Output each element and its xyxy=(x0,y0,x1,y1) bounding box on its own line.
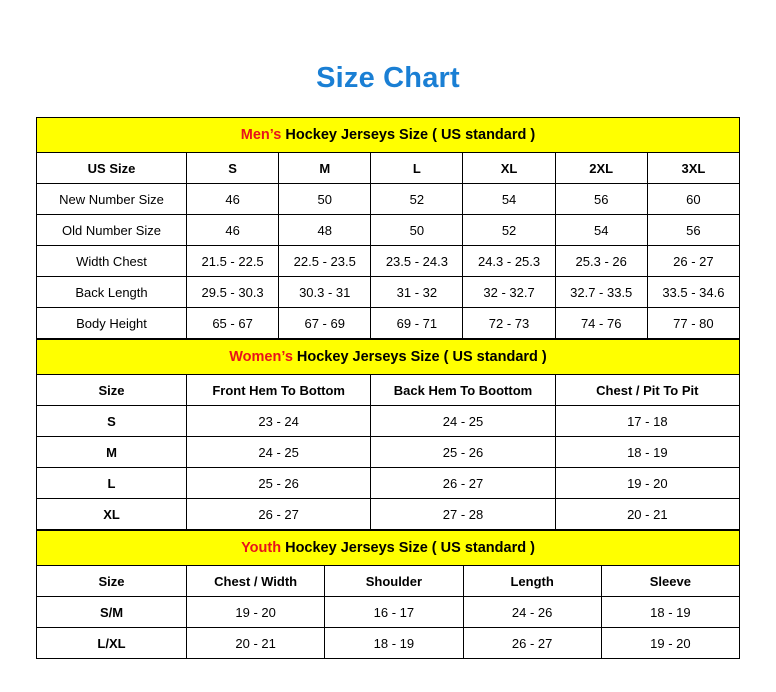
cell: 18 - 19 xyxy=(555,437,739,468)
mens-col-header: L xyxy=(371,153,463,184)
womens-header-row xyxy=(37,375,740,406)
cell: 30.3 - 31 xyxy=(279,277,371,308)
cell: 25.3 - 26 xyxy=(555,246,647,277)
womens-col-header: Chest / Pit To Pit xyxy=(555,375,739,406)
womens-col-header: Front Hem To Bottom xyxy=(187,375,371,406)
row-label: S xyxy=(37,406,187,437)
cell: 18 - 19 xyxy=(325,628,463,659)
table-row xyxy=(37,499,740,530)
youth-size-table xyxy=(36,530,740,659)
cell: 65 - 67 xyxy=(187,308,279,339)
cell: 24.3 - 25.3 xyxy=(463,246,555,277)
youth-col-header: Size xyxy=(37,566,187,597)
cell: 32 - 32.7 xyxy=(463,277,555,308)
cell: 26 - 27 xyxy=(187,499,371,530)
page-title: Size Chart xyxy=(316,62,460,94)
youth-band-rest: Hockey Jerseys Size ( US standard ) xyxy=(281,540,535,556)
cell: 72 - 73 xyxy=(463,308,555,339)
cell: 24 - 25 xyxy=(371,406,555,437)
cell: 50 xyxy=(279,184,371,215)
youth-band-label xyxy=(37,531,740,566)
cell: 20 - 21 xyxy=(555,499,739,530)
cell: 23 - 24 xyxy=(187,406,371,437)
row-label: Back Length xyxy=(37,277,187,308)
cell: 16 - 17 xyxy=(325,597,463,628)
cell: 67 - 69 xyxy=(279,308,371,339)
cell: 22.5 - 23.5 xyxy=(279,246,371,277)
table-row xyxy=(37,215,740,246)
mens-col-header: 2XL xyxy=(555,153,647,184)
youth-col-header: Chest / Width xyxy=(187,566,325,597)
cell: 26 - 27 xyxy=(463,628,601,659)
cell: 29.5 - 30.3 xyxy=(187,277,279,308)
row-label: Old Number Size xyxy=(37,215,187,246)
cell: 23.5 - 24.3 xyxy=(371,246,463,277)
cell: 56 xyxy=(555,184,647,215)
cell: 18 - 19 xyxy=(601,597,739,628)
cell: 24 - 25 xyxy=(187,437,371,468)
table-row xyxy=(37,597,740,628)
cell: 46 xyxy=(187,215,279,246)
table-row xyxy=(37,468,740,499)
table-row xyxy=(37,406,740,437)
womens-size-table xyxy=(36,339,740,530)
youth-band-accent: Youth xyxy=(241,540,282,556)
row-label: New Number Size xyxy=(37,184,187,215)
cell: 19 - 20 xyxy=(187,597,325,628)
mens-col-header: S xyxy=(187,153,279,184)
mens-band-rest: Hockey Jerseys Size ( US standard ) xyxy=(281,127,536,143)
cell: 54 xyxy=(463,184,555,215)
cell: 77 - 80 xyxy=(647,308,739,339)
table-row xyxy=(37,308,740,339)
row-label: M xyxy=(37,437,187,468)
cell: 19 - 20 xyxy=(555,468,739,499)
table-row xyxy=(37,628,740,659)
cell: 56 xyxy=(647,215,739,246)
mens-header-row xyxy=(37,153,740,184)
youth-col-header: Shoulder xyxy=(325,566,463,597)
cell: 25 - 26 xyxy=(187,468,371,499)
size-tables xyxy=(36,117,740,659)
womens-col-header: Back Hem To Boottom xyxy=(371,375,555,406)
womens-band-label xyxy=(37,340,740,375)
mens-band-accent: Men’s xyxy=(240,127,282,143)
mens-col-header: 3XL xyxy=(647,153,739,184)
mens-col-header: XL xyxy=(463,153,555,184)
row-label: Body Height xyxy=(37,308,187,339)
womens-col-header: Size xyxy=(37,375,187,406)
cell: 33.5 - 34.6 xyxy=(647,277,739,308)
mens-table-band xyxy=(37,118,740,153)
mens-size-table xyxy=(36,117,740,339)
cell: 26 - 27 xyxy=(371,468,555,499)
mens-col-header: M xyxy=(279,153,371,184)
womens-band-accent: Women’s xyxy=(229,349,293,365)
cell: 20 - 21 xyxy=(187,628,325,659)
row-label: L xyxy=(37,468,187,499)
youth-col-header: Length xyxy=(463,566,601,597)
table-row xyxy=(37,277,740,308)
youth-header-row xyxy=(37,566,740,597)
row-label: L/XL xyxy=(37,628,187,659)
cell: 52 xyxy=(463,215,555,246)
row-label: Width Chest xyxy=(37,246,187,277)
row-label: XL xyxy=(37,499,187,530)
womens-band-rest: Hockey Jerseys Size ( US standard ) xyxy=(292,349,547,365)
table-row xyxy=(37,437,740,468)
mens-band-label xyxy=(37,118,740,153)
cell: 27 - 28 xyxy=(371,499,555,530)
cell: 54 xyxy=(555,215,647,246)
cell: 60 xyxy=(647,184,739,215)
cell: 25 - 26 xyxy=(371,437,555,468)
cell: 17 - 18 xyxy=(555,406,739,437)
cell: 48 xyxy=(279,215,371,246)
table-row xyxy=(37,184,740,215)
youth-col-header: Sleeve xyxy=(601,566,739,597)
row-label: S/M xyxy=(37,597,187,628)
mens-col-header: US Size xyxy=(37,153,187,184)
cell: 50 xyxy=(371,215,463,246)
cell: 69 - 71 xyxy=(371,308,463,339)
cell: 24 - 26 xyxy=(463,597,601,628)
cell: 21.5 - 22.5 xyxy=(187,246,279,277)
cell: 52 xyxy=(371,184,463,215)
cell: 32.7 - 33.5 xyxy=(555,277,647,308)
table-row xyxy=(37,246,740,277)
youth-table-band xyxy=(37,531,740,566)
cell: 31 - 32 xyxy=(371,277,463,308)
cell: 74 - 76 xyxy=(555,308,647,339)
womens-table-band xyxy=(37,340,740,375)
cell: 26 - 27 xyxy=(647,246,739,277)
cell: 19 - 20 xyxy=(601,628,739,659)
cell: 46 xyxy=(187,184,279,215)
